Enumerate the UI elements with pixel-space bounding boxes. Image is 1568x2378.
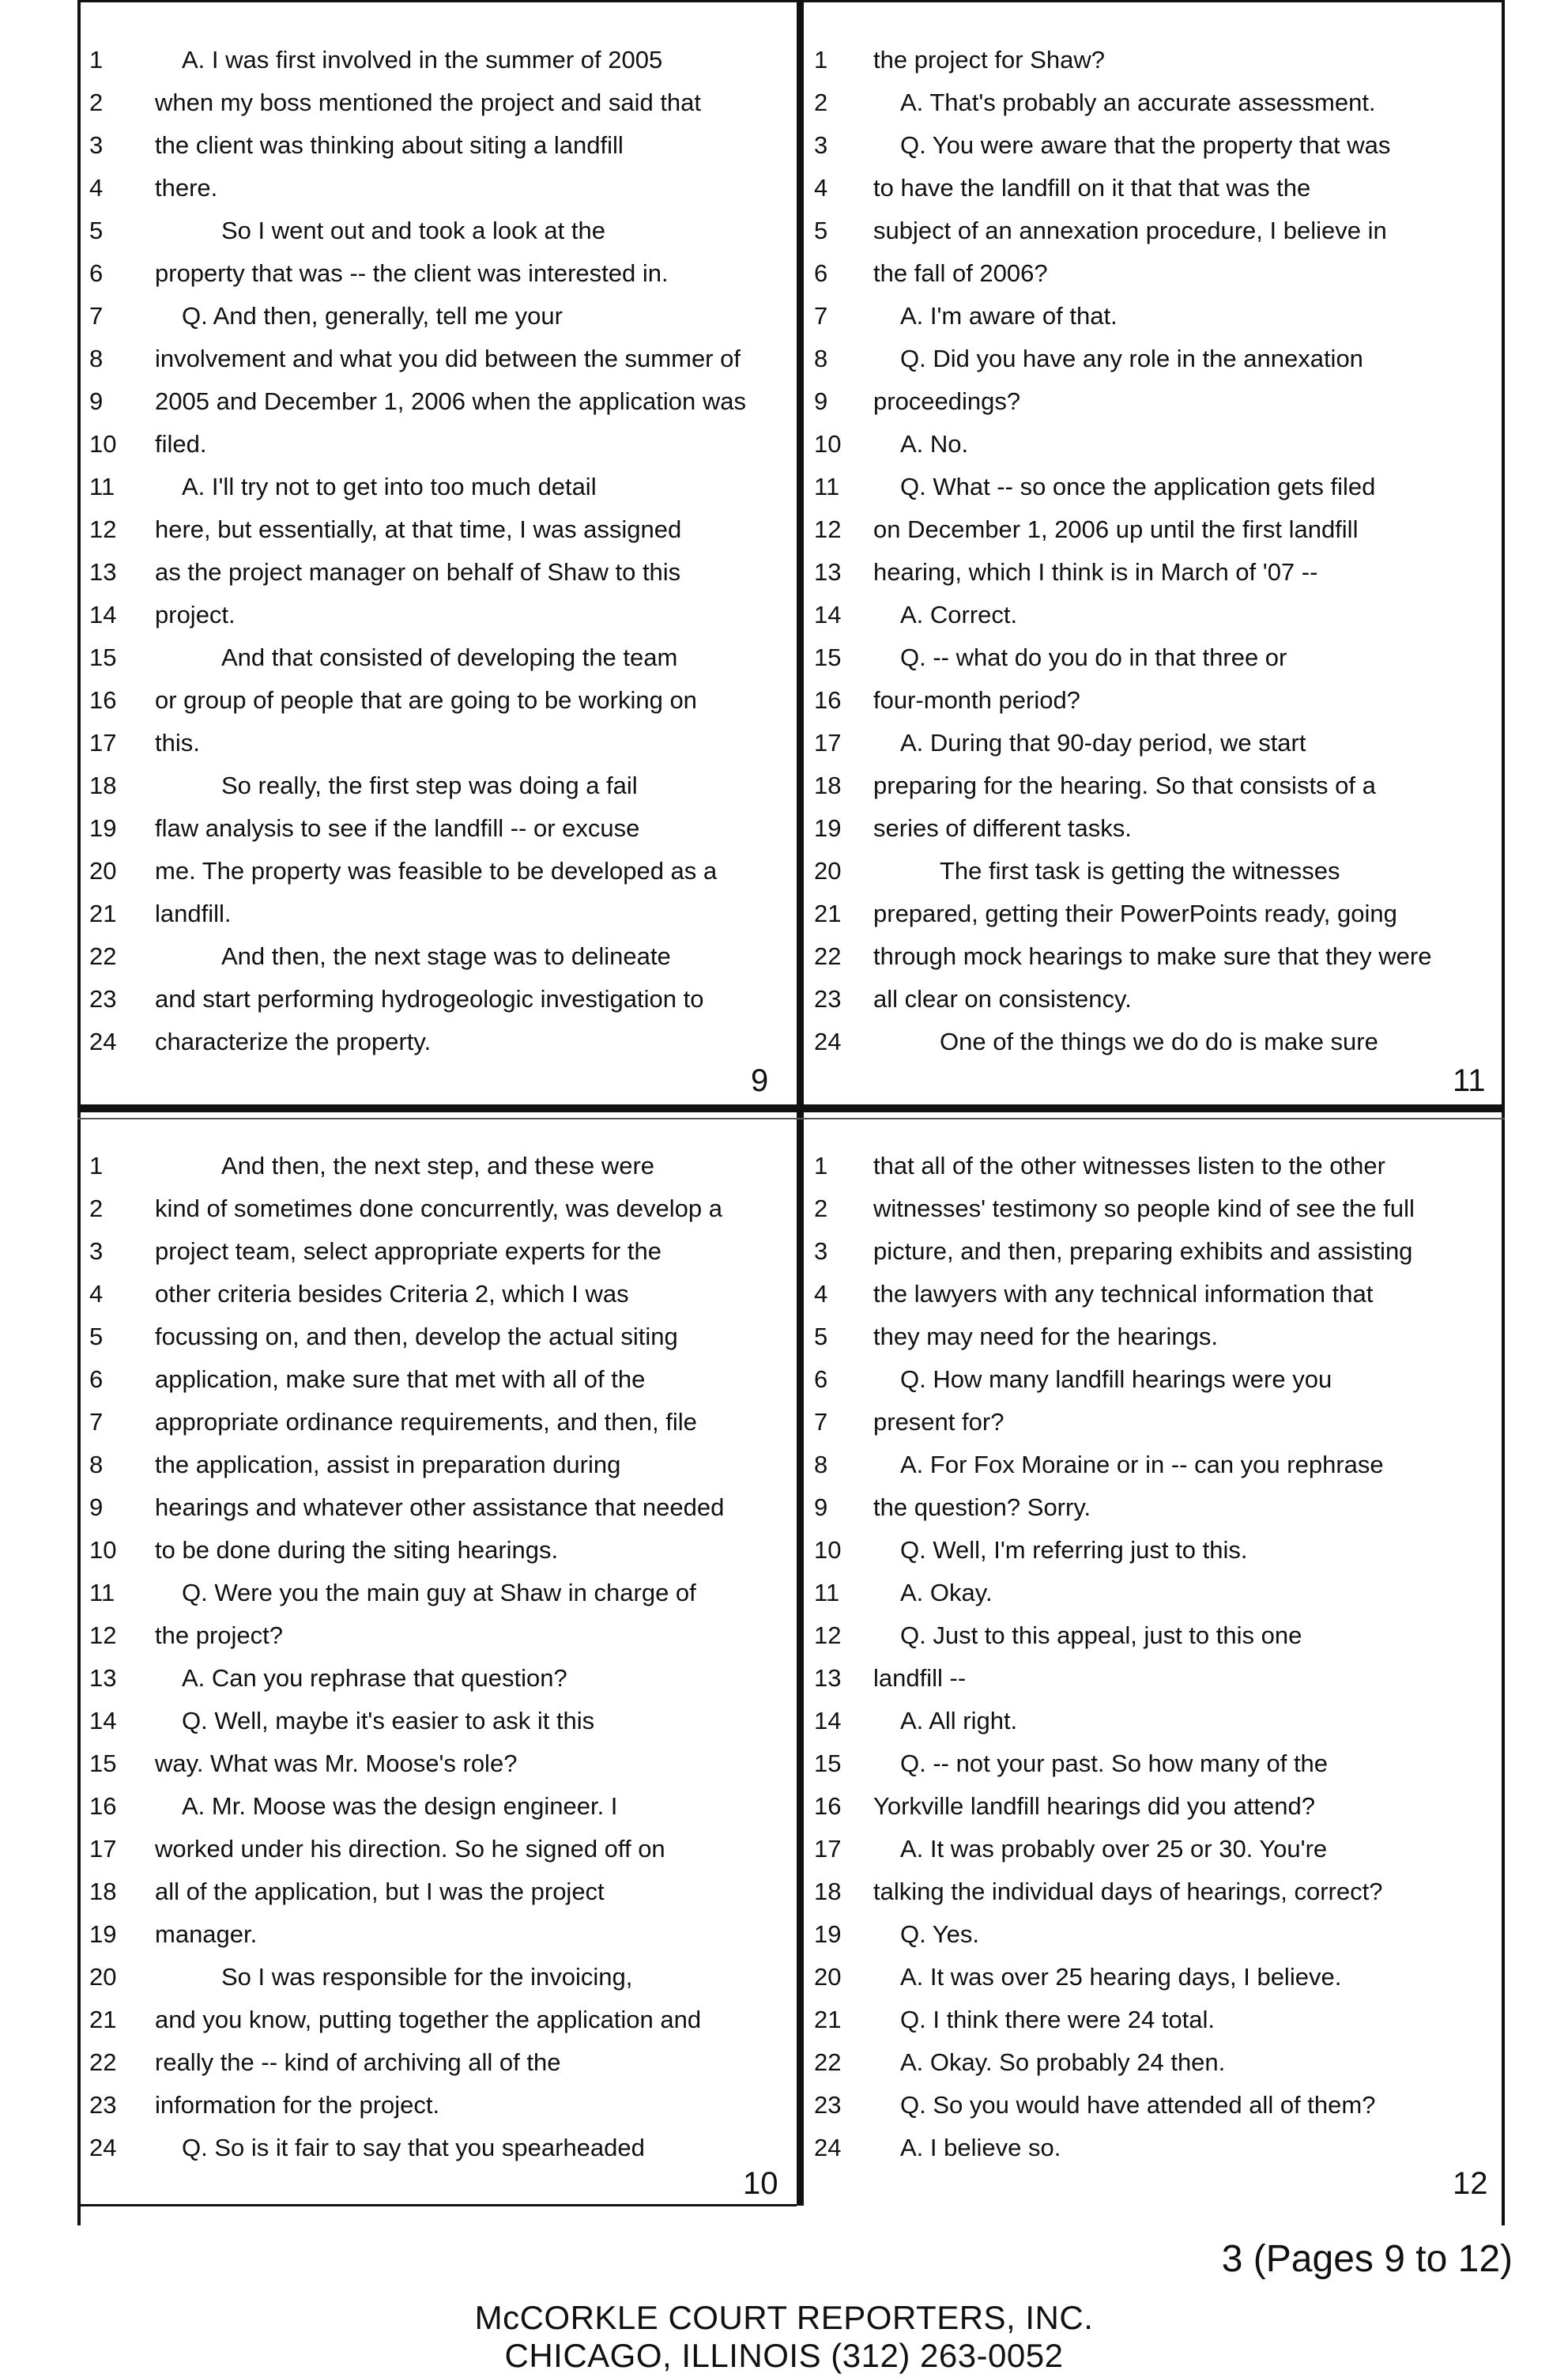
transcript-line: application, make sure that met with all of the bbox=[155, 1365, 646, 1393]
transcript-line: the lawyers with any technical information that bbox=[873, 1280, 1374, 1308]
transcript-line: or group of people that are going to be working on bbox=[155, 686, 697, 714]
transcript-line: Q. Well, I'm referring just to this. bbox=[900, 1536, 1248, 1564]
transcript-line: they may need for the hearings. bbox=[873, 1323, 1218, 1350]
transcript-line: project. bbox=[155, 601, 236, 628]
line-number: 10 bbox=[89, 1536, 117, 1564]
horizontal-divider bbox=[77, 1104, 1505, 1112]
transcript-line: characterize the property. bbox=[155, 1028, 432, 1055]
line-number: 5 bbox=[814, 1323, 828, 1350]
transcript-line: A. During that 90-day period, we start bbox=[900, 729, 1306, 757]
line-number: 23 bbox=[814, 985, 842, 1013]
transcript-line: A. Can you rephrase that question? bbox=[182, 1664, 567, 1692]
bottom-rule bbox=[77, 2204, 797, 2206]
line-number: 20 bbox=[89, 1963, 117, 1991]
transcript-line: A. It was probably over 25 or 30. You're bbox=[900, 1835, 1328, 1863]
line-number: 13 bbox=[89, 558, 117, 586]
line-number: 21 bbox=[89, 2006, 117, 2033]
line-number: 2 bbox=[89, 1195, 104, 1222]
transcript-line: here, but essentially, at that time, I was assigned bbox=[155, 515, 682, 543]
transcript-line: through mock hearings to make sure that they were bbox=[873, 942, 1432, 970]
line-number: 7 bbox=[814, 1408, 828, 1436]
transcript-line: Q. Were you the main guy at Shaw in charge of bbox=[182, 1579, 696, 1606]
transcript-line: that all of the other witnesses listen to the other bbox=[873, 1152, 1385, 1180]
line-number: 11 bbox=[814, 1579, 840, 1606]
line-number: 13 bbox=[814, 558, 842, 586]
line-number: 24 bbox=[814, 2134, 842, 2161]
transcript-line: way. What was Mr. Moose's role? bbox=[155, 1750, 518, 1777]
transcript-line: picture, and then, preparing exhibits and assisting bbox=[873, 1237, 1413, 1265]
line-number: 11 bbox=[89, 473, 115, 500]
transcript-line: on December 1, 2006 up until the first landfill bbox=[873, 515, 1359, 543]
line-number: 17 bbox=[814, 1835, 842, 1863]
line-number: 18 bbox=[814, 772, 842, 799]
transcript-line: project team, select appropriate experts for the bbox=[155, 1237, 662, 1265]
transcript-line: So I was responsible for the invoicing, bbox=[221, 1963, 633, 1991]
line-number: 16 bbox=[814, 686, 842, 714]
transcript-line: proceedings? bbox=[873, 387, 1021, 415]
transcript-line: as the project manager on behalf of Shaw to this bbox=[155, 558, 681, 586]
line-number: 14 bbox=[814, 1707, 842, 1734]
pages-range: 3 (Pages 9 to 12) bbox=[1221, 2238, 1513, 2280]
transcript-line: property that was -- the client was interested in. bbox=[155, 259, 669, 287]
footer-company: McCORKLE COURT REPORTERS, INC. bbox=[474, 2299, 1094, 2336]
line-number: 23 bbox=[89, 2091, 117, 2119]
line-number: 13 bbox=[89, 1664, 117, 1692]
transcript-line: And that consisted of developing the team bbox=[221, 644, 678, 671]
line-number: 21 bbox=[814, 900, 842, 927]
line-number: 15 bbox=[814, 644, 842, 671]
transcript-line: A. Okay. bbox=[900, 1579, 993, 1606]
transcript-line: the project for Shaw? bbox=[873, 46, 1105, 74]
line-number: 9 bbox=[814, 1493, 828, 1521]
transcript-line: the question? Sorry. bbox=[873, 1493, 1091, 1521]
transcript-line: present for? bbox=[873, 1408, 1004, 1436]
transcript-line: So I went out and took a look at the bbox=[221, 217, 605, 244]
line-number: 4 bbox=[89, 174, 104, 202]
line-number: 5 bbox=[89, 217, 104, 244]
line-number: 4 bbox=[814, 174, 828, 202]
line-number: 14 bbox=[89, 601, 117, 628]
transcript-line: when my boss mentioned the project and said that bbox=[155, 89, 702, 116]
transcript-line: involvement and what you did between the summer of bbox=[155, 345, 741, 372]
transcript-line: the application, assist in preparation during bbox=[155, 1451, 621, 1478]
line-number: 1 bbox=[89, 46, 104, 74]
transcript-line: A. For Fox Moraine or in -- can you rephrase bbox=[900, 1451, 1384, 1478]
line-number: 2 bbox=[89, 89, 104, 116]
transcript-line: there. bbox=[155, 174, 218, 202]
transcript-line: Q. Yes. bbox=[900, 1920, 979, 1948]
transcript-line: kind of sometimes done concurrently, was develop a bbox=[155, 1195, 722, 1222]
transcript-line: really the -- kind of archiving all of the bbox=[155, 2048, 561, 2076]
transcript-line: Q. Just to this appeal, just to this one bbox=[900, 1621, 1302, 1649]
line-number: 4 bbox=[814, 1280, 828, 1308]
transcript-line: 2005 and December 1, 2006 when the application was bbox=[155, 387, 746, 415]
line-number: 18 bbox=[89, 772, 117, 799]
line-number: 13 bbox=[814, 1664, 842, 1692]
line-number: 7 bbox=[814, 302, 828, 330]
transcript-line: flaw analysis to see if the landfill -- or excuse bbox=[155, 814, 640, 842]
transcript-line: the project? bbox=[155, 1621, 283, 1649]
transcript-line: subject of an annexation procedure, I believe in bbox=[873, 217, 1387, 244]
line-number: 21 bbox=[89, 900, 117, 927]
transcript-line: Q. How many landfill hearings were you bbox=[900, 1365, 1332, 1393]
line-number: 19 bbox=[814, 1920, 842, 1948]
transcript-line: landfill. bbox=[155, 900, 232, 927]
transcript-line: Q. -- what do you do in that three or bbox=[900, 644, 1287, 671]
line-number: 6 bbox=[814, 1365, 828, 1393]
line-number: 15 bbox=[814, 1750, 842, 1777]
transcript-line: A. I believe so. bbox=[900, 2134, 1061, 2161]
transcript-line: the client was thinking about siting a landfill bbox=[155, 131, 624, 159]
page-number: 11 bbox=[1453, 1063, 1486, 1098]
transcript-line: A. No. bbox=[900, 430, 969, 458]
line-number: 8 bbox=[814, 1451, 828, 1478]
line-number: 2 bbox=[814, 89, 828, 116]
line-number: 18 bbox=[814, 1878, 842, 1905]
transcript-line: information for the project. bbox=[155, 2091, 440, 2119]
page-number: 9 bbox=[751, 1063, 769, 1098]
line-number: 8 bbox=[814, 345, 828, 372]
transcript-line: to have the landfill on it that that was the bbox=[873, 174, 1311, 202]
line-number: 22 bbox=[89, 942, 117, 970]
line-number: 23 bbox=[814, 2091, 842, 2119]
transcript-line: The first task is getting the witnesses bbox=[940, 857, 1340, 885]
transcript-line: and start performing hydrogeologic investigation to bbox=[155, 985, 704, 1013]
transcript-line: A. All right. bbox=[900, 1707, 1018, 1734]
line-number: 24 bbox=[814, 1028, 842, 1055]
transcript-line: witnesses' testimony so people kind of see the full bbox=[873, 1195, 1415, 1222]
line-number: 5 bbox=[89, 1323, 104, 1350]
line-number: 1 bbox=[89, 1152, 104, 1180]
line-number: 9 bbox=[89, 1493, 104, 1521]
transcript-line: Q. So you would have attended all of them? bbox=[900, 2091, 1376, 2119]
transcript-line: Q. Did you have any role in the annexation bbox=[900, 345, 1363, 372]
line-number: 7 bbox=[89, 1408, 104, 1436]
transcript-line: And then, the next step, and these were bbox=[221, 1152, 655, 1180]
line-number: 9 bbox=[89, 387, 104, 415]
transcript-line: four-month period? bbox=[873, 686, 1080, 714]
line-number: 20 bbox=[814, 857, 842, 885]
line-number: 4 bbox=[89, 1280, 104, 1308]
line-number: 11 bbox=[89, 1579, 115, 1606]
footer-address: CHICAGO, ILLINOIS (312) 263-0052 bbox=[504, 2337, 1064, 2374]
transcript-line: Q. What -- so once the application gets filed bbox=[900, 473, 1376, 500]
line-number: 1 bbox=[814, 1152, 828, 1180]
transcript-line: preparing for the hearing. So that consists of a bbox=[873, 772, 1376, 799]
transcript-line: this. bbox=[155, 729, 200, 757]
line-number: 3 bbox=[814, 1237, 828, 1265]
transcript-line: to be done during the siting hearings. bbox=[155, 1536, 559, 1564]
line-number: 6 bbox=[89, 259, 104, 287]
line-number: 2 bbox=[814, 1195, 828, 1222]
transcript-line: Q. -- not your past. So how many of the bbox=[900, 1750, 1329, 1777]
line-number: 6 bbox=[814, 259, 828, 287]
line-number: 20 bbox=[89, 857, 117, 885]
line-number: 10 bbox=[814, 430, 842, 458]
line-number: 16 bbox=[89, 1792, 117, 1820]
transcript-line: A. I'll try not to get into too much detail bbox=[182, 473, 597, 500]
line-number: 19 bbox=[89, 1920, 117, 1948]
transcript-line: Q. And then, generally, tell me your bbox=[182, 302, 563, 330]
transcript-line: appropriate ordinance requirements, and then, file bbox=[155, 1408, 697, 1436]
line-number: 19 bbox=[814, 814, 842, 842]
line-number: 22 bbox=[814, 942, 842, 970]
transcript-line: series of different tasks. bbox=[873, 814, 1132, 842]
transcript-line: and you know, putting together the application and bbox=[155, 2006, 702, 2033]
transcript-line: hearing, which I think is in March of '07 -- bbox=[873, 558, 1318, 586]
transcript-line: worked under his direction. So he signed off on bbox=[155, 1835, 665, 1863]
line-number: 17 bbox=[89, 1835, 117, 1863]
line-number: 24 bbox=[89, 2134, 117, 2161]
transcript-line: A. I'm aware of that. bbox=[900, 302, 1118, 330]
line-number: 6 bbox=[89, 1365, 104, 1393]
line-number: 15 bbox=[89, 1750, 117, 1777]
transcript-line: focussing on, and then, develop the actual siting bbox=[155, 1323, 678, 1350]
line-number: 8 bbox=[89, 345, 104, 372]
transcript-line: filed. bbox=[155, 430, 207, 458]
line-number: 15 bbox=[89, 644, 117, 671]
line-number: 12 bbox=[814, 1621, 842, 1649]
transcript-line: So really, the first step was doing a fail bbox=[221, 772, 638, 799]
transcript-line: And then, the next stage was to delineate bbox=[221, 942, 671, 970]
line-number: 7 bbox=[89, 302, 104, 330]
transcript-line: talking the individual days of hearings, correct? bbox=[873, 1878, 1383, 1905]
transcript-line: all clear on consistency. bbox=[873, 985, 1132, 1013]
line-number: 3 bbox=[89, 131, 104, 159]
line-number: 14 bbox=[814, 601, 842, 628]
line-number: 17 bbox=[89, 729, 117, 757]
transcript-line: prepared, getting their PowerPoints ready, going bbox=[873, 900, 1397, 927]
line-number: 12 bbox=[89, 1621, 117, 1649]
line-number: 1 bbox=[814, 46, 828, 74]
transcript-line: A. Correct. bbox=[900, 601, 1018, 628]
horizontal-divider-thin bbox=[77, 1118, 1505, 1119]
line-number: 11 bbox=[814, 473, 840, 500]
vertical-divider bbox=[797, 0, 804, 2206]
line-number: 23 bbox=[89, 985, 117, 1013]
transcript-line: Q. You were aware that the property that was bbox=[900, 131, 1391, 159]
transcript-line: Q. Well, maybe it's easier to ask it this bbox=[182, 1707, 595, 1734]
line-number: 5 bbox=[814, 217, 828, 244]
transcript-line: A. That's probably an accurate assessment. bbox=[900, 89, 1376, 116]
line-number: 24 bbox=[89, 1028, 117, 1055]
transcript-line: other criteria besides Criteria 2, which I was bbox=[155, 1280, 629, 1308]
transcript-line: Yorkville landfill hearings did you attend? bbox=[873, 1792, 1315, 1820]
transcript-line: landfill -- bbox=[873, 1664, 967, 1692]
line-number: 9 bbox=[814, 387, 828, 415]
transcript-line: me. The property was feasible to be developed as a bbox=[155, 857, 718, 885]
line-number: 3 bbox=[89, 1237, 104, 1265]
transcript-line: hearings and whatever other assistance that needed bbox=[155, 1493, 725, 1521]
line-number: 16 bbox=[814, 1792, 842, 1820]
line-number: 17 bbox=[814, 729, 842, 757]
line-number: 20 bbox=[814, 1963, 842, 1991]
transcript-line: manager. bbox=[155, 1920, 258, 1948]
line-number: 22 bbox=[814, 2048, 842, 2076]
page-number: 12 bbox=[1453, 2166, 1488, 2201]
page-number: 10 bbox=[743, 2166, 778, 2201]
transcript-line: all of the application, but I was the project bbox=[155, 1878, 605, 1905]
line-number: 19 bbox=[89, 814, 117, 842]
line-number: 8 bbox=[89, 1451, 104, 1478]
transcript-line: One of the things we do do is make sure bbox=[940, 1028, 1378, 1055]
line-number: 14 bbox=[89, 1707, 117, 1734]
transcript-line: A. Okay. So probably 24 then. bbox=[900, 2048, 1226, 2076]
transcript-line: A. I was first involved in the summer of 2005 bbox=[182, 46, 663, 74]
line-number: 12 bbox=[89, 515, 117, 543]
line-number: 22 bbox=[89, 2048, 117, 2076]
transcript-line: Q. So is it fair to say that you spearheaded bbox=[182, 2134, 645, 2161]
line-number: 21 bbox=[814, 2006, 842, 2033]
line-number: 16 bbox=[89, 686, 117, 714]
line-number: 10 bbox=[89, 430, 117, 458]
line-number: 3 bbox=[814, 131, 828, 159]
transcript-line: the fall of 2006? bbox=[873, 259, 1048, 287]
transcript-line: A. It was over 25 hearing days, I believe. bbox=[900, 1963, 1342, 1991]
transcript-line: Q. I think there were 24 total. bbox=[900, 2006, 1216, 2033]
line-number: 12 bbox=[814, 515, 842, 543]
line-number: 18 bbox=[89, 1878, 117, 1905]
transcript-line: A. Mr. Moose was the design engineer. I bbox=[182, 1792, 618, 1820]
line-number: 10 bbox=[814, 1536, 842, 1564]
